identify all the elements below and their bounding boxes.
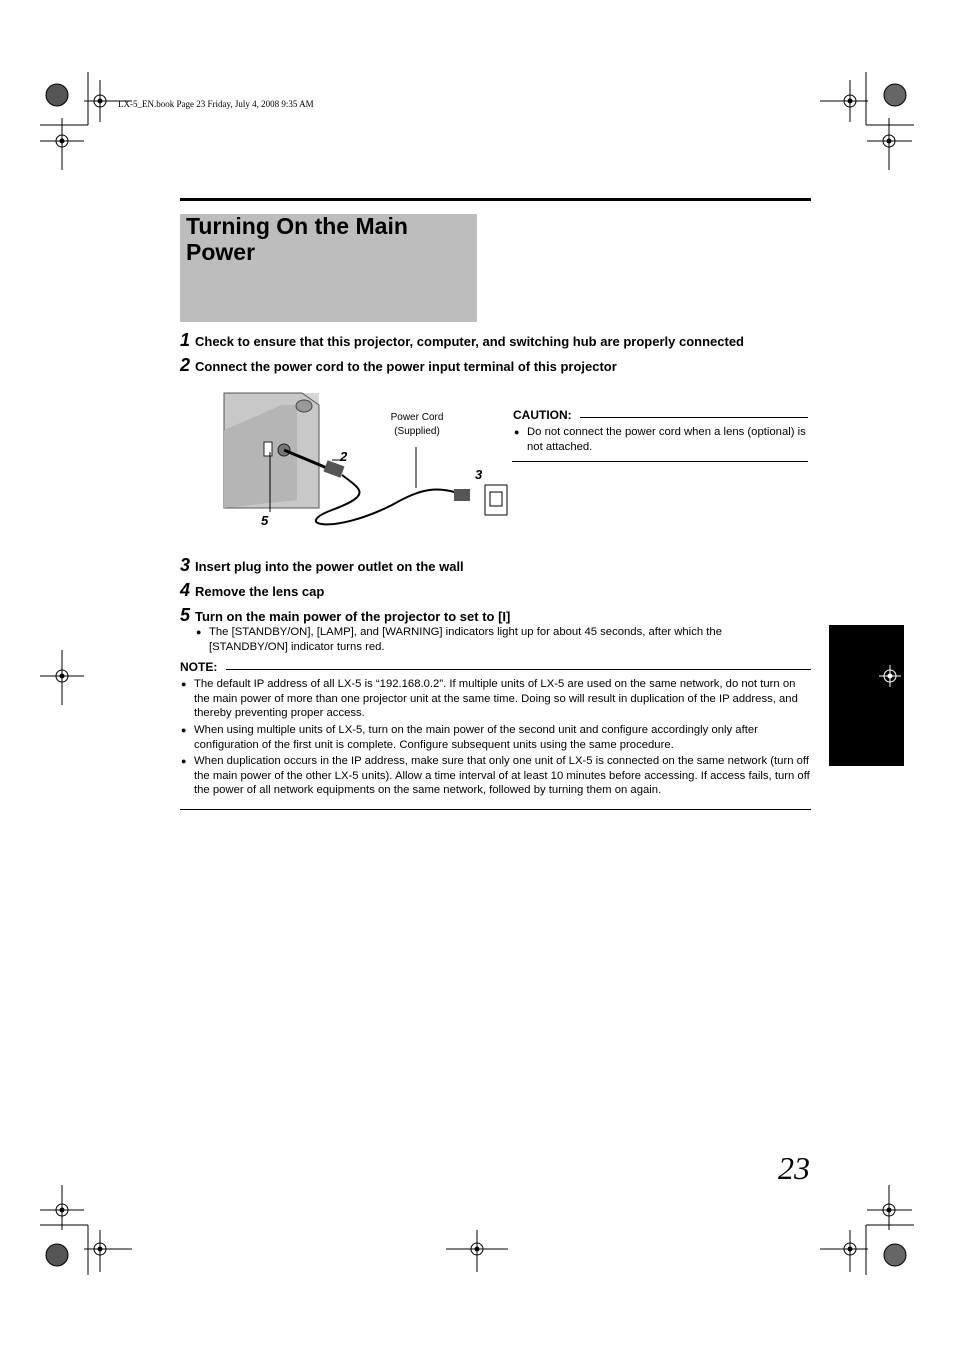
bullet-icon: ●: [514, 427, 520, 437]
step-text: Remove the lens cap: [195, 584, 325, 599]
callout-3: 3: [475, 467, 483, 482]
bullet-icon: ●: [181, 679, 187, 689]
note-text: When using multiple units of LX-5, turn on the main power of the second unit and configure accordingly only after configuration of the first unit is complete. Configure subsequent units using the same procedure.: [194, 724, 758, 751]
note-item: [181, 723, 812, 752]
step-5-detail-text: The [STANDBY/ON], [LAMP], and [WARNING] indicators light up for about 45 seconds, after which the [STANDBY/ON] indicator turns red.: [209, 626, 722, 653]
bullet-icon: ●: [196, 627, 202, 637]
callout-5: 5: [261, 513, 269, 528]
caution-item: [514, 425, 821, 454]
bullet-icon: ●: [181, 756, 187, 766]
power-cord-label-supplied: (Supplied): [394, 426, 440, 437]
step-number: 3: [180, 555, 191, 575]
power-cord-label: Power Cord: [390, 412, 444, 423]
step-number: 5: [180, 605, 191, 625]
step-2: [180, 355, 617, 376]
step-number: 2: [180, 355, 191, 375]
step-4: [180, 580, 324, 601]
note-item: [181, 754, 812, 798]
step-text: Connect the power cord to the power input terminal of this projector: [195, 359, 617, 374]
step-5-detail: [196, 625, 769, 654]
note-text: When duplication occurs in the IP address, make sure that only one unit of LX-5 is connected on the same network (turn off the main power of the other LX-5 units). Allow a time interval of at least 10 minutes before accessing. If access fails, turn off the power of all network equipments on the same network, followed by turning them on again.: [194, 755, 810, 796]
file-info-header: LX-5_EN.book Page 23 Friday, July 4, 2008 9:35 AM: [118, 99, 314, 109]
caution-title: CAUTION:: [513, 408, 572, 422]
chapter-side-tab: [829, 625, 904, 766]
step-3: [180, 555, 464, 576]
step-5: [180, 605, 510, 626]
caution-bottom-rule: [512, 461, 808, 462]
page-title: Turning On the Main Power: [186, 213, 408, 265]
note-top-rule: [226, 669, 811, 670]
caution-text: Do not connect the power cord when a lens (optional) is not attached.: [527, 426, 806, 453]
note-item: [181, 677, 812, 721]
crosshair-icon: [878, 664, 902, 688]
page-number: 23: [778, 1150, 810, 1186]
note-title: NOTE:: [180, 660, 218, 674]
step-text: Check to ensure that this projector, computer, and switching hub are properly connected: [195, 334, 744, 349]
note-bottom-rule: [180, 809, 811, 810]
step-number: 4: [180, 580, 191, 600]
step-text: Turn on the main power of the projector to set to [I]: [195, 609, 511, 624]
step-text: Insert plug into the power outlet on the wall: [195, 559, 464, 574]
bullet-icon: ●: [181, 725, 187, 735]
section-top-rule: [180, 198, 811, 201]
callout-2: 2: [340, 449, 348, 464]
step-1: [180, 330, 744, 351]
step-number: 1: [180, 330, 191, 350]
note-text: The default IP address of all LX-5 is “192.168.0.2”. If multiple units of LX-5 are used on the same network, do not turn on the main power of more than one projector unit at the same time. Doing so will result in duplication of the IP address, and thereby preventing proper access.: [194, 678, 798, 719]
caution-top-rule: [580, 417, 808, 418]
